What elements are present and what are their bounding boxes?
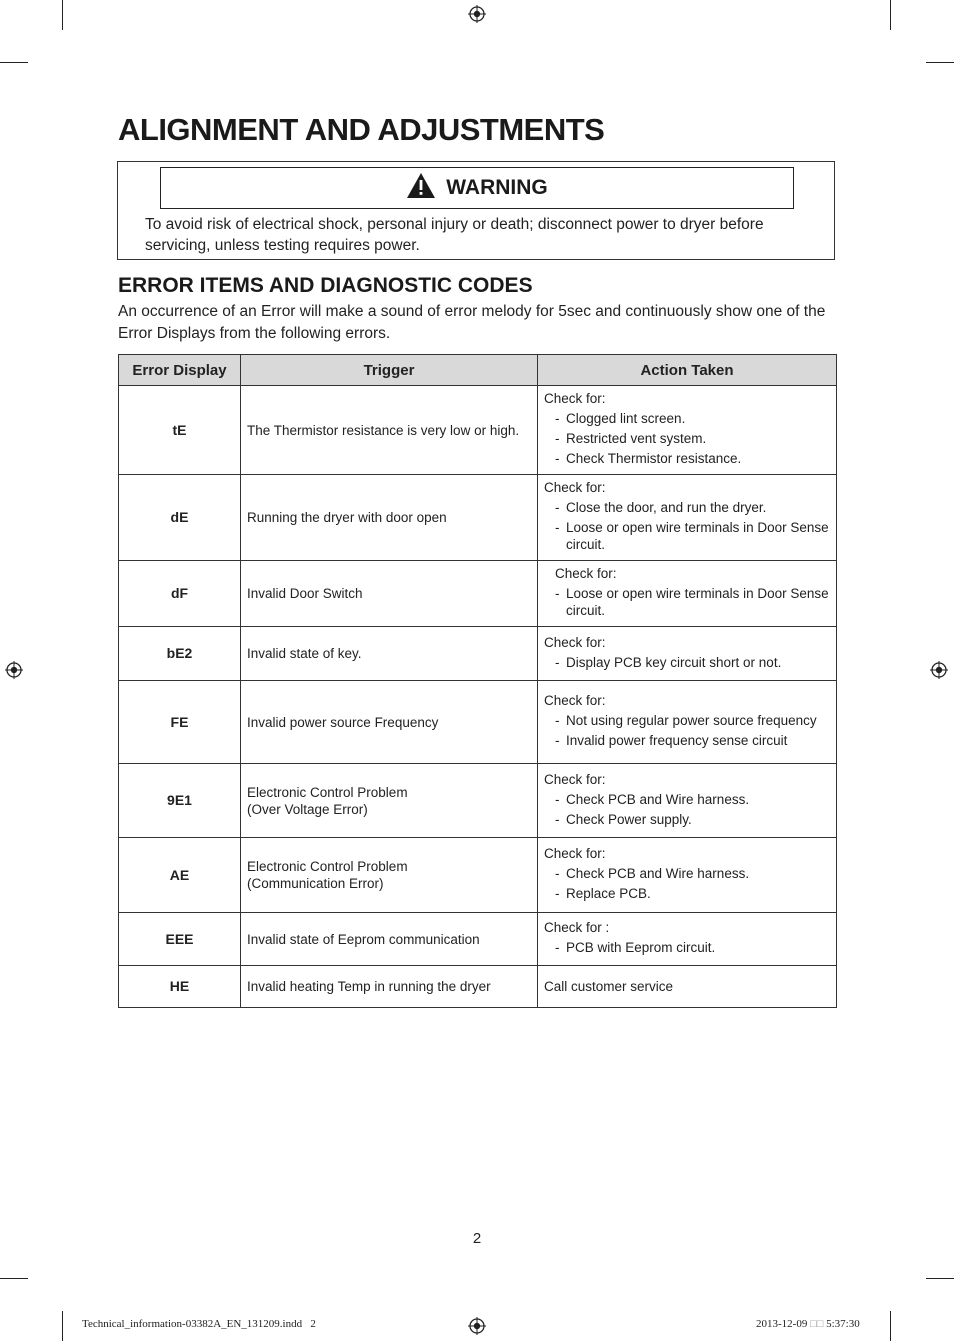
footer-time-prefix: □□ bbox=[810, 1318, 824, 1330]
trigger-line: Electronic Control Problem bbox=[247, 859, 408, 874]
trigger-line: (Over Voltage Error) bbox=[247, 801, 368, 817]
footer-time: 5:37:30 bbox=[826, 1318, 860, 1330]
trigger-cell: Invalid heating Temp in running the dryer bbox=[241, 966, 538, 1008]
action-cell: Call customer service bbox=[538, 966, 837, 1008]
action-label: Check for: bbox=[544, 480, 606, 495]
action-item: - Not using regular power source frequency bbox=[544, 712, 830, 729]
error-codes-table bbox=[118, 354, 837, 1008]
header-trigger: Trigger bbox=[241, 355, 538, 386]
page-title: ALIGNMENT AND ADJUSTMENTS bbox=[118, 112, 605, 147]
error-code: AE bbox=[119, 838, 241, 913]
table-row bbox=[119, 966, 837, 1008]
error-code: 9E1 bbox=[119, 764, 241, 838]
action-list bbox=[544, 712, 830, 749]
section-intro: An occurrence of an Error will make a sound of error melody for 5sec and continuously show one of the Error Displays from the following errors. bbox=[118, 303, 826, 342]
action-cell bbox=[538, 561, 837, 627]
table-row bbox=[119, 913, 837, 966]
action-list bbox=[544, 865, 830, 902]
action-item: - Check Power supply. bbox=[544, 811, 830, 828]
section-title: ERROR ITEMS AND DIAGNOSTIC CODES bbox=[118, 274, 533, 297]
action-item: - Clogged lint screen. bbox=[544, 410, 830, 427]
table-row bbox=[119, 386, 837, 475]
crop-mark bbox=[890, 1311, 891, 1341]
footer-timestamp bbox=[756, 1318, 860, 1330]
action-cell bbox=[538, 627, 837, 681]
warning-triangle-icon bbox=[406, 172, 436, 204]
action-item: - Check Thermistor resistance. bbox=[544, 450, 830, 467]
action-item: - Loose or open wire terminals in Door Sense circuit. bbox=[544, 585, 830, 619]
action-list bbox=[544, 410, 830, 467]
action-item: - PCB with Eeprom circuit. bbox=[544, 939, 830, 956]
action-item: - Close the door, and run the dryer. bbox=[544, 499, 830, 516]
registration-mark-icon bbox=[468, 5, 486, 23]
warning-label: WARNING bbox=[446, 176, 548, 199]
action-cell bbox=[538, 475, 837, 561]
table-row bbox=[119, 838, 837, 913]
crop-mark bbox=[62, 0, 63, 30]
action-item: - Loose or open wire terminals in Door Sense circuit. bbox=[544, 519, 830, 553]
registration-mark-icon bbox=[468, 1317, 486, 1335]
table-header-row bbox=[119, 355, 837, 386]
table-row bbox=[119, 475, 837, 561]
error-code: bE2 bbox=[119, 627, 241, 681]
action-cell bbox=[538, 913, 837, 966]
crop-mark bbox=[890, 0, 891, 30]
action-cell bbox=[538, 386, 837, 475]
footer-file-slug: Technical_information-03382A_EN_131209.indd 2 bbox=[82, 1318, 316, 1330]
error-code: HE bbox=[119, 966, 241, 1008]
action-cell bbox=[538, 838, 837, 913]
action-item: - Restricted vent system. bbox=[544, 430, 830, 447]
warning-header bbox=[160, 167, 794, 209]
trigger-cell: Invalid power source Frequency bbox=[241, 681, 538, 764]
footer-date: 2013-12-09 bbox=[756, 1318, 808, 1330]
trigger-cell: The Thermistor resistance is very low or high. bbox=[241, 386, 538, 475]
crop-mark bbox=[0, 62, 28, 63]
table-row bbox=[119, 561, 837, 627]
action-list bbox=[544, 939, 830, 956]
crop-mark bbox=[926, 62, 954, 63]
table-row bbox=[119, 681, 837, 764]
action-list bbox=[544, 791, 830, 828]
header-error-display: Error Display bbox=[119, 355, 241, 386]
action-list bbox=[544, 499, 830, 553]
trigger-cell: Invalid state of key. bbox=[241, 627, 538, 681]
action-item: - Invalid power frequency sense circuit bbox=[544, 732, 830, 749]
action-cell bbox=[538, 681, 837, 764]
registration-mark-icon bbox=[930, 661, 948, 679]
table-row bbox=[119, 764, 837, 838]
action-label: Check for: bbox=[544, 693, 606, 708]
action-label: Check for: bbox=[544, 391, 606, 406]
table-row bbox=[119, 627, 837, 681]
error-code: dE bbox=[119, 475, 241, 561]
error-code: tE bbox=[119, 386, 241, 475]
page-number: 2 bbox=[472, 1230, 482, 1247]
error-code: dF bbox=[119, 561, 241, 627]
action-list bbox=[544, 654, 830, 671]
header-action-taken: Action Taken bbox=[538, 355, 837, 386]
trigger-cell bbox=[241, 764, 538, 838]
trigger-line: (Communication Error) bbox=[247, 876, 384, 891]
action-item: - Display PCB key circuit short or not. bbox=[544, 654, 830, 671]
crop-mark bbox=[62, 1311, 63, 1341]
warning-box bbox=[117, 161, 835, 260]
action-cell bbox=[538, 764, 837, 838]
action-list bbox=[544, 585, 830, 619]
trigger-cell: Invalid Door Switch bbox=[241, 561, 538, 627]
action-item: - Check PCB and Wire harness. bbox=[544, 791, 830, 808]
crop-mark bbox=[0, 1278, 28, 1279]
registration-mark-icon bbox=[5, 661, 23, 679]
warning-text: To avoid risk of electrical shock, personal injury or death; disconnect power to dryer before servicing, unless testing requires power. bbox=[145, 216, 764, 254]
error-code: EEE bbox=[119, 913, 241, 966]
crop-mark bbox=[926, 1278, 954, 1279]
trigger-line: Electronic Control Problem bbox=[247, 784, 408, 800]
action-label: Check for: bbox=[544, 846, 606, 861]
action-item: - Check PCB and Wire harness. bbox=[544, 865, 830, 882]
action-label: Check for: bbox=[555, 566, 617, 581]
trigger-cell: Invalid state of Eeprom communication bbox=[241, 913, 538, 966]
action-label: Check for: bbox=[544, 634, 606, 650]
action-label: Check for : bbox=[544, 920, 610, 935]
trigger-cell bbox=[241, 838, 538, 913]
error-code: FE bbox=[119, 681, 241, 764]
action-label: Check for: bbox=[544, 771, 606, 787]
action-item: - Replace PCB. bbox=[544, 885, 830, 902]
trigger-cell: Running the dryer with door open bbox=[241, 475, 538, 561]
